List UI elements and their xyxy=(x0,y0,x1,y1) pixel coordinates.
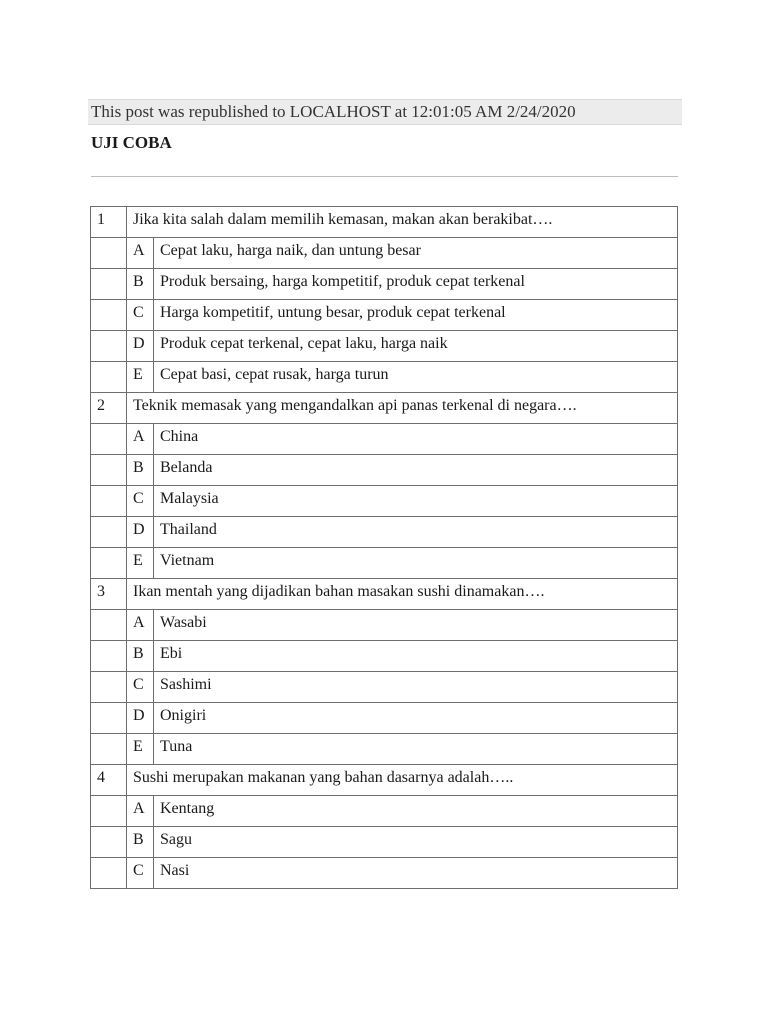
question-row xyxy=(91,207,678,238)
question-number: 1 xyxy=(91,207,127,238)
option-row xyxy=(91,300,678,331)
option-letter: B xyxy=(127,827,154,858)
question-row xyxy=(91,765,678,796)
option-row xyxy=(91,858,678,889)
option-letter: B xyxy=(127,269,154,300)
option-text: Vietnam xyxy=(154,548,678,579)
option-row xyxy=(91,238,678,269)
option-text: Produk cepat terkenal, cepat laku, harga naik xyxy=(154,331,678,362)
empty-cell xyxy=(91,858,127,889)
option-row xyxy=(91,672,678,703)
option-letter: D xyxy=(127,331,154,362)
option-text: Wasabi xyxy=(154,610,678,641)
option-letter: B xyxy=(127,641,154,672)
option-text: Sagu xyxy=(154,827,678,858)
option-text: Kentang xyxy=(154,796,678,827)
question-number: 4 xyxy=(91,765,127,796)
empty-cell xyxy=(91,548,127,579)
empty-cell xyxy=(91,703,127,734)
question-text: Ikan mentah yang dijadikan bahan masakan sushi dinamakan…. xyxy=(127,579,678,610)
option-letter: D xyxy=(127,703,154,734)
option-text: Tuna xyxy=(154,734,678,765)
empty-cell xyxy=(91,610,127,641)
option-text: Belanda xyxy=(154,455,678,486)
empty-cell xyxy=(91,796,127,827)
page-title: UJI COBA xyxy=(91,133,172,152)
empty-cell xyxy=(91,827,127,858)
empty-cell xyxy=(91,517,127,548)
option-row xyxy=(91,424,678,455)
empty-cell xyxy=(91,424,127,455)
option-row xyxy=(91,548,678,579)
option-text: Harga kompetitif, untung besar, produk cepat terkenal xyxy=(154,300,678,331)
empty-cell xyxy=(91,300,127,331)
option-letter: A xyxy=(127,424,154,455)
empty-cell xyxy=(91,331,127,362)
option-text: Nasi xyxy=(154,858,678,889)
option-letter: C xyxy=(127,300,154,331)
option-row xyxy=(91,455,678,486)
option-letter: D xyxy=(127,517,154,548)
option-text: Sashimi xyxy=(154,672,678,703)
option-row xyxy=(91,486,678,517)
option-text: Onigiri xyxy=(154,703,678,734)
option-row xyxy=(91,269,678,300)
option-letter: E xyxy=(127,362,154,393)
option-text: Cepat basi, cepat rusak, harga turun xyxy=(154,362,678,393)
option-letter: C xyxy=(127,486,154,517)
empty-cell xyxy=(91,455,127,486)
quiz-table xyxy=(90,206,678,889)
option-letter: B xyxy=(127,455,154,486)
option-row xyxy=(91,517,678,548)
option-text: Cepat laku, harga naik, dan untung besar xyxy=(154,238,678,269)
question-row xyxy=(91,579,678,610)
question-text: Teknik memasak yang mengandalkan api panas terkenal di negara…. xyxy=(127,393,678,424)
empty-cell xyxy=(91,269,127,300)
option-text: Malaysia xyxy=(154,486,678,517)
option-letter: A xyxy=(127,796,154,827)
option-row xyxy=(91,331,678,362)
empty-cell xyxy=(91,641,127,672)
option-letter: C xyxy=(127,672,154,703)
question-row xyxy=(91,393,678,424)
option-row xyxy=(91,703,678,734)
question-number: 3 xyxy=(91,579,127,610)
option-row xyxy=(91,796,678,827)
empty-cell xyxy=(91,362,127,393)
question-number: 2 xyxy=(91,393,127,424)
empty-cell xyxy=(91,734,127,765)
option-text: Produk bersaing, harga kompetitif, produk cepat terkenal xyxy=(154,269,678,300)
empty-cell xyxy=(91,672,127,703)
republish-banner: This post was republished to LOCALHOST at 12:01:05 AM 2/24/2020 xyxy=(88,99,682,125)
divider xyxy=(91,176,678,177)
option-row xyxy=(91,641,678,672)
option-text: China xyxy=(154,424,678,455)
empty-cell xyxy=(91,238,127,269)
question-text: Jika kita salah dalam memilih kemasan, makan akan berakibat…. xyxy=(127,207,678,238)
option-letter: E xyxy=(127,734,154,765)
option-letter: A xyxy=(127,238,154,269)
option-row xyxy=(91,827,678,858)
option-text: Thailand xyxy=(154,517,678,548)
option-row xyxy=(91,362,678,393)
option-row xyxy=(91,734,678,765)
option-letter: E xyxy=(127,548,154,579)
option-letter: A xyxy=(127,610,154,641)
option-text: Ebi xyxy=(154,641,678,672)
question-text: Sushi merupakan makanan yang bahan dasarnya adalah….. xyxy=(127,765,678,796)
empty-cell xyxy=(91,486,127,517)
option-row xyxy=(91,610,678,641)
option-letter: C xyxy=(127,858,154,889)
